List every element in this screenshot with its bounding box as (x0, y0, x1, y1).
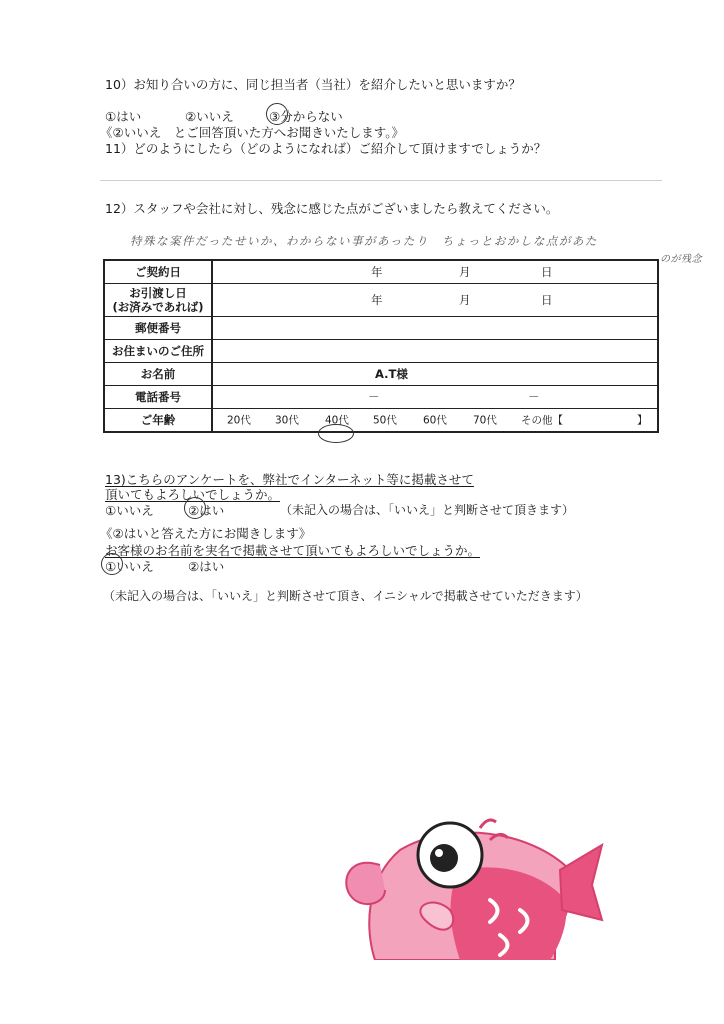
name-value: A.T様 (375, 367, 408, 381)
address-field[interactable] (212, 340, 658, 363)
table-row (104, 260, 658, 284)
q13-option-yes[interactable]: ②はい (188, 503, 225, 518)
q13-note-2: （未記入の場合は、「いいえ」と判断させて頂き、イニシャルで掲載させていただきます） (103, 589, 588, 603)
age-label: ご年齢 (104, 409, 212, 433)
q10-option-yes[interactable]: ①はい (105, 109, 142, 124)
year-label: 年 (371, 265, 383, 279)
age-field[interactable] (212, 409, 658, 433)
phone-field[interactable] (212, 386, 658, 409)
table-row (104, 363, 658, 386)
phone-label: 電話番号 (104, 386, 212, 409)
table-row (104, 340, 658, 363)
contract-date-label: ご契約日 (104, 260, 212, 284)
q10-note: 《②いいえ とご回答頂いた方へお聞きいたします。》 (100, 125, 404, 140)
selection-circle (266, 103, 288, 125)
month-label: 月 (459, 265, 471, 279)
age-option[interactable]: 30代 (275, 414, 299, 427)
selection-circle (101, 553, 123, 575)
year-label: 年 (371, 293, 383, 307)
q13-note: （未記入の場合は、「いいえ」と判断させて頂きます） (280, 503, 575, 517)
age-option[interactable]: 60代 (423, 414, 447, 427)
q13-sub-option-no[interactable]: ①いいえ (105, 559, 154, 574)
q13-question-line1: 13)こちらのアンケートを、弊社でインターネット等に掲載させて (105, 472, 474, 487)
table-row (104, 409, 658, 433)
day-label: 日 (541, 293, 553, 307)
age-option-selected[interactable]: 40代 (325, 414, 349, 427)
name-label: お名前 (104, 363, 212, 386)
phone-dash: － (368, 390, 380, 404)
handover-date-label: お引渡し日 (お済みであれば) (104, 284, 212, 317)
name-field[interactable] (212, 363, 658, 386)
q12-handwritten-answer: 特殊な案件だったせいか、わからない事があったり ちょっとおかしな点があた (130, 234, 598, 248)
table-row (104, 386, 658, 409)
table-row (104, 317, 658, 340)
contract-date-field[interactable] (212, 260, 658, 284)
age-option[interactable]: 70代 (473, 414, 497, 427)
q13-sub-question: お客様のお名前を実名で掲載させて頂いてもよろしいでしょうか。 (105, 543, 481, 558)
q13-question-line2: 頂いてもよろしいでしょうか。 (105, 487, 281, 502)
divider (100, 180, 662, 181)
selection-circle (318, 424, 354, 443)
month-label: 月 (459, 293, 471, 307)
handover-date-field[interactable] (212, 284, 658, 317)
q11-question: 11）どのようにしたら（どのようになれば）ご紹介して頂けますでしょうか？ (105, 141, 547, 156)
q10-option-no[interactable]: ②いいえ (185, 109, 234, 124)
selection-circle (184, 497, 206, 519)
age-option[interactable]: 50代 (373, 414, 397, 427)
postal-code-label: 郵便番号 (104, 317, 212, 340)
phone-dash: － (528, 390, 540, 404)
q13-sub-option-yes[interactable]: ②はい (188, 559, 225, 574)
q10-question: 10）お知り合いの方に、同じ担当者（当社）を紹介したいと思いますか？ (105, 77, 521, 92)
q10-option-unknown[interactable]: ③分からない (269, 109, 343, 124)
age-bracket-close: 】 (637, 414, 648, 427)
q13-sub-heading: 《②はいと答えた方にお聞きします》 (100, 526, 312, 541)
age-option[interactable]: 20代 (227, 414, 251, 427)
customer-info-table (103, 259, 659, 433)
red-snapper-fish-mascot-icon (340, 810, 610, 960)
age-option[interactable]: その他【 (521, 414, 563, 427)
q12-handwritten-answer-cont: のが残念 (660, 254, 702, 265)
address-label: お住まいのご住所 (104, 340, 212, 363)
q13-option-no[interactable]: ①いいえ (105, 503, 154, 518)
table-row (104, 284, 658, 317)
day-label: 日 (541, 265, 553, 279)
q12-question: 12）スタッフや会社に対し、残念に感じた点がございましたら教えてください。 (105, 201, 559, 216)
postal-code-field[interactable] (212, 317, 658, 340)
